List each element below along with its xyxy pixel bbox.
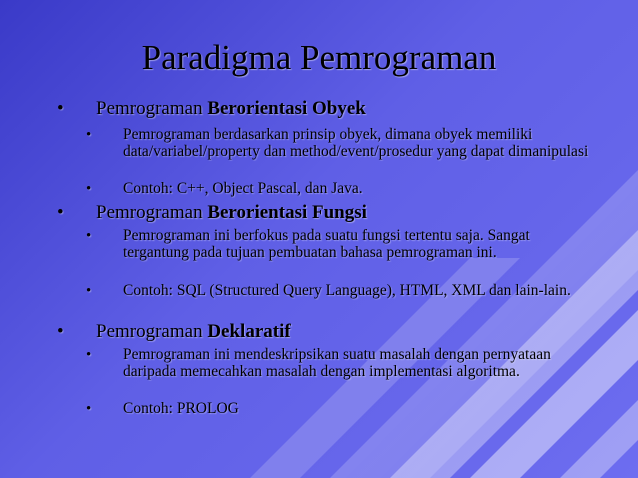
sub-bullet-icon: • <box>86 181 92 197</box>
sub-bullet-icon: • <box>86 347 92 363</box>
sub-bullet-icon: • <box>86 228 92 244</box>
sub-bullet-item: Pemrograman ini mendeskripsikan suatu masalah dengan pernyataan daripada memecahkan masalah dengan implementasi algoritma. <box>123 346 551 380</box>
bullet-emphasis: Berorientasi Obyek <box>207 98 366 119</box>
bullet-icon: • <box>57 202 64 223</box>
bullet-emphasis: Berorientasi Fungsi <box>207 202 367 223</box>
sub-bullet-item: Contoh: PROLOG <box>123 400 239 417</box>
slide-title: Paradigma Pemrograman <box>141 38 497 77</box>
bullet-emphasis: Deklaratif <box>207 321 291 342</box>
bullet-prefix: Pemrograman <box>96 98 208 119</box>
bullet-prefix: Pemrograman <box>96 321 208 342</box>
sub-bullet-item: Pemrograman ini berfokus pada suatu fungsi tertentu saja. Sangat tergantung pada tujuan pembuatan bahasa pemrograman ini. <box>123 227 530 261</box>
sub-bullet-item: Contoh: SQL (Structured Query Language), HTML, XML dan lain-lain. <box>123 282 571 299</box>
sub-bullet-icon: • <box>86 127 92 143</box>
bullet-icon: • <box>57 98 64 119</box>
sub-bullet-icon: • <box>86 283 92 299</box>
sub-bullet-item: Contoh: C++, Object Pascal, dan Java. <box>123 180 363 197</box>
bullet-prefix: Pemrograman <box>96 202 208 223</box>
sub-bullet-item: Pemrograman berdasarkan prinsip obyek, dimana obyek memiliki data/variabel/property dan method/event/prosedur yang dapat dimanipulasi <box>123 126 589 160</box>
bullet-item <box>96 202 367 224</box>
bullet-icon: • <box>57 321 64 342</box>
bullet-item <box>96 321 291 343</box>
bullet-item <box>96 98 366 120</box>
sub-bullet-icon: • <box>86 401 92 417</box>
